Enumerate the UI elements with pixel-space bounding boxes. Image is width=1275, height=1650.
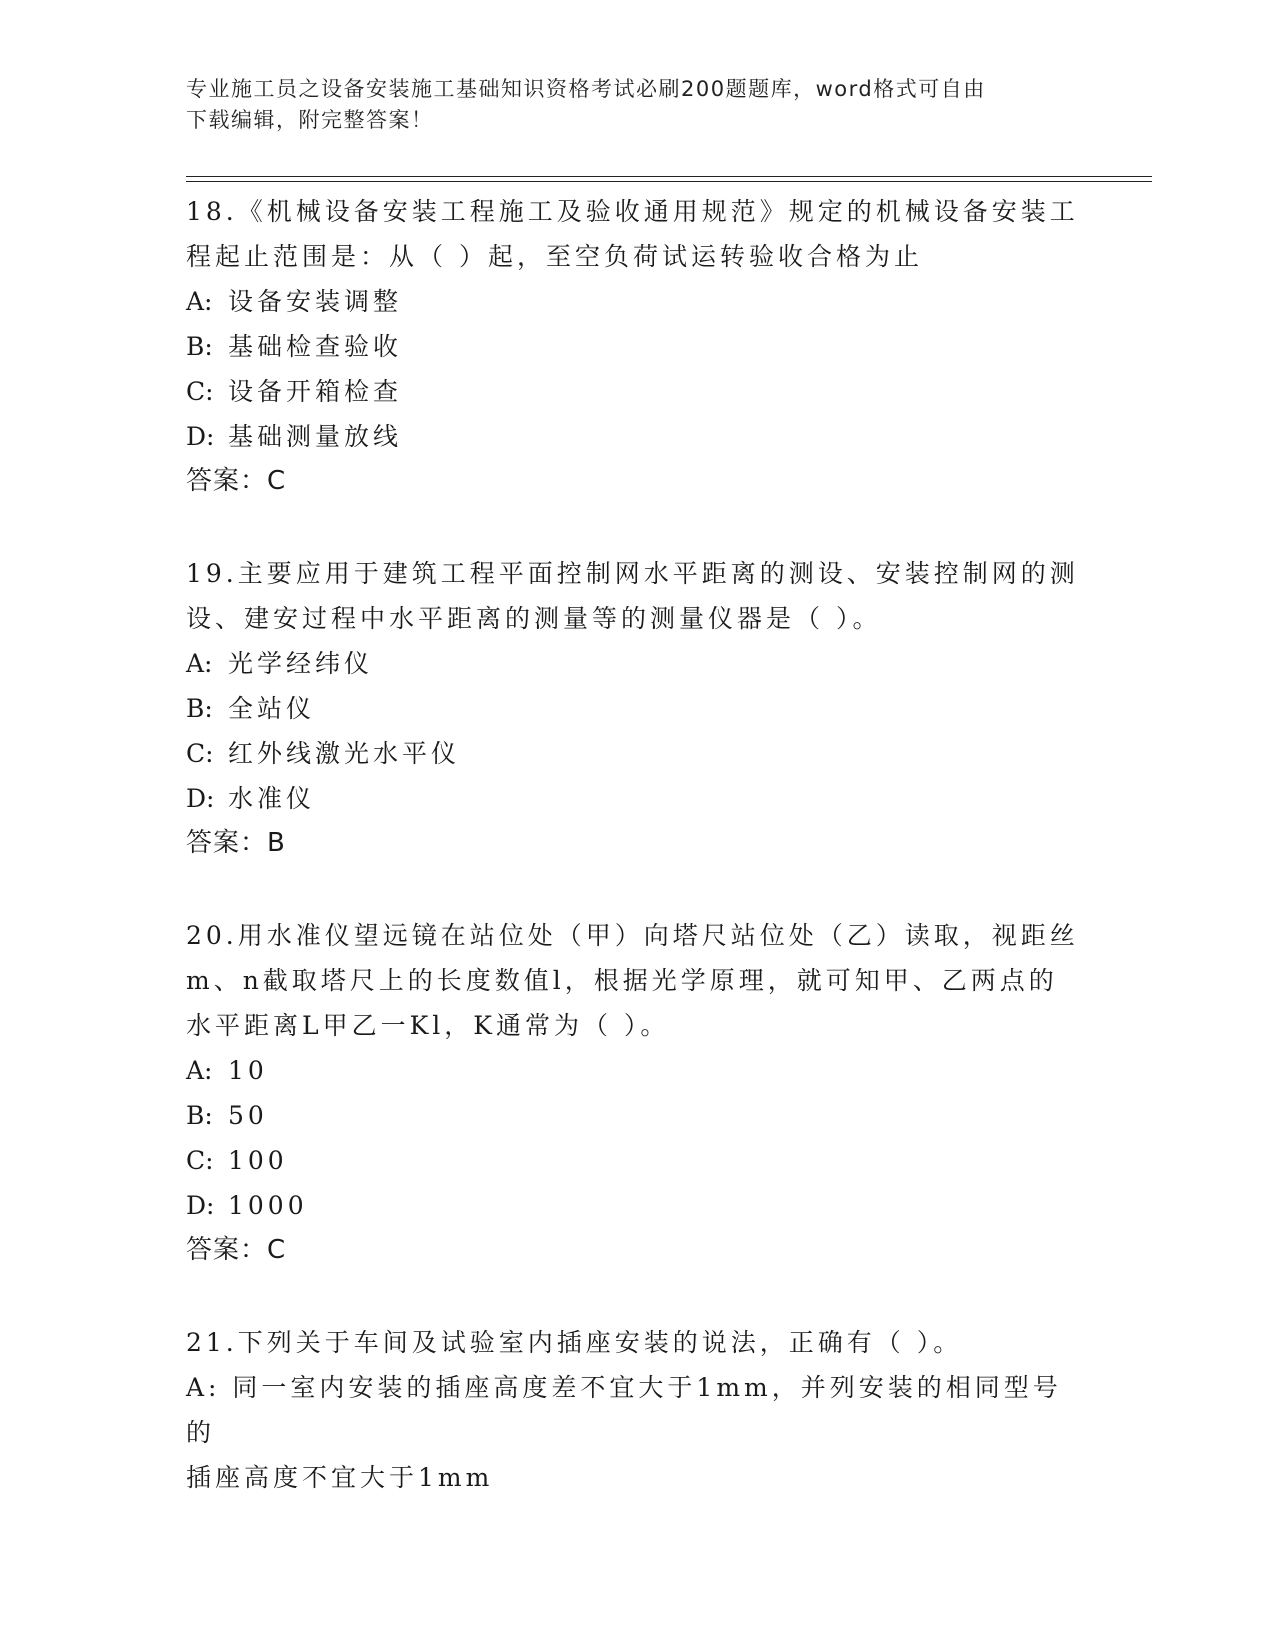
option-c xyxy=(186,731,1086,776)
option-key: D: xyxy=(186,1191,215,1220)
option-text: 基础测量放线 xyxy=(228,422,403,451)
option-key: B: xyxy=(186,332,213,361)
question-list xyxy=(186,189,1086,1500)
option-key: D: xyxy=(186,784,215,813)
stem-line: 18.《机械设备安装工程施工及验收通用规范》规定的机械设备安装工 xyxy=(186,197,1079,226)
stem-line: 设、建安过程中水平距离的测量等的测量仪器是（ ）。 xyxy=(186,604,882,633)
option-text: 50 xyxy=(228,1101,268,1130)
option-line: 插座高度不宜大于1mm xyxy=(186,1463,494,1492)
option-key: C: xyxy=(186,1146,214,1175)
question-stem xyxy=(186,1320,1086,1365)
option-text: 基础检查验收 xyxy=(228,332,403,361)
option-line: A: 同一室内安装的插座高度差不宜大于1mm，并列安装的相同型号的 xyxy=(186,1373,1062,1447)
option-text: 全站仪 xyxy=(228,694,316,723)
stem-line: m、n截取塔尺上的长度数值l，根据光学原理，就可知甲、乙两点的 xyxy=(186,966,1058,995)
document-header xyxy=(186,74,1086,136)
option-d xyxy=(186,1183,1086,1228)
option-key: C: xyxy=(186,377,214,406)
option-text: 水准仪 xyxy=(228,784,316,813)
question-spacer xyxy=(186,1273,1086,1320)
option-b xyxy=(186,324,1086,369)
option-key: A: xyxy=(186,1056,213,1085)
stem-line: 水平距离L甲乙一Kl，K通常为（ ）。 xyxy=(186,1011,670,1040)
question-20 xyxy=(186,913,1086,1273)
header-divider-bottom xyxy=(186,181,1152,182)
option-c xyxy=(186,1138,1086,1183)
option-text: 红外线激光水平仪 xyxy=(228,739,461,768)
option-text: 设备安装调整 xyxy=(228,287,403,316)
question-stem xyxy=(186,189,1086,279)
option-key: D: xyxy=(186,422,215,451)
stem-line: 程起止范围是：从（ ）起，至空负荷试运转验收合格为止 xyxy=(186,242,923,271)
option-text: 100 xyxy=(228,1146,288,1175)
option-text: 设备开箱检查 xyxy=(228,377,403,406)
option-key: A: xyxy=(186,649,213,678)
question-stem xyxy=(186,551,1086,641)
answer: 答案：C xyxy=(186,466,287,496)
option-b xyxy=(186,686,1086,731)
option-key: A: xyxy=(186,287,213,316)
stem-line: 20.用水准仪望远镜在站位处（甲）向塔尺站位处（乙）读取，视距丝 xyxy=(186,921,1079,950)
header-line-2: 下载编辑，附完整答案！ xyxy=(186,108,434,132)
option-d xyxy=(186,776,1086,821)
option-d xyxy=(186,414,1086,459)
option-key: B: xyxy=(186,1101,213,1130)
option-c xyxy=(186,369,1086,414)
question-21 xyxy=(186,1320,1086,1500)
question-19 xyxy=(186,551,1086,866)
answer: 答案：C xyxy=(186,1235,287,1265)
option-a xyxy=(186,641,1086,686)
option-a xyxy=(186,1365,1086,1500)
answer: 答案：B xyxy=(186,828,286,858)
header-divider-top xyxy=(186,176,1152,177)
question-stem xyxy=(186,913,1086,1048)
option-a xyxy=(186,1048,1086,1093)
question-spacer xyxy=(186,866,1086,913)
option-key: C: xyxy=(186,739,214,768)
option-b xyxy=(186,1093,1086,1138)
stem-line: 21.下列关于车间及试验室内插座安装的说法，正确有（ ）。 xyxy=(186,1328,963,1357)
option-key: B: xyxy=(186,694,213,723)
header-line-1: 专业施工员之设备安装施工基础知识资格考试必刷200题题库，word格式可自由 xyxy=(186,77,986,101)
option-text: 1000 xyxy=(228,1191,308,1220)
option-text: 光学经纬仪 xyxy=(228,649,374,678)
stem-line: 19.主要应用于建筑工程平面控制网水平距离的测设、安装控制网的测 xyxy=(186,559,1079,588)
option-a xyxy=(186,279,1086,324)
option-text: 10 xyxy=(228,1056,268,1085)
question-spacer xyxy=(186,504,1086,551)
question-18 xyxy=(186,189,1086,504)
